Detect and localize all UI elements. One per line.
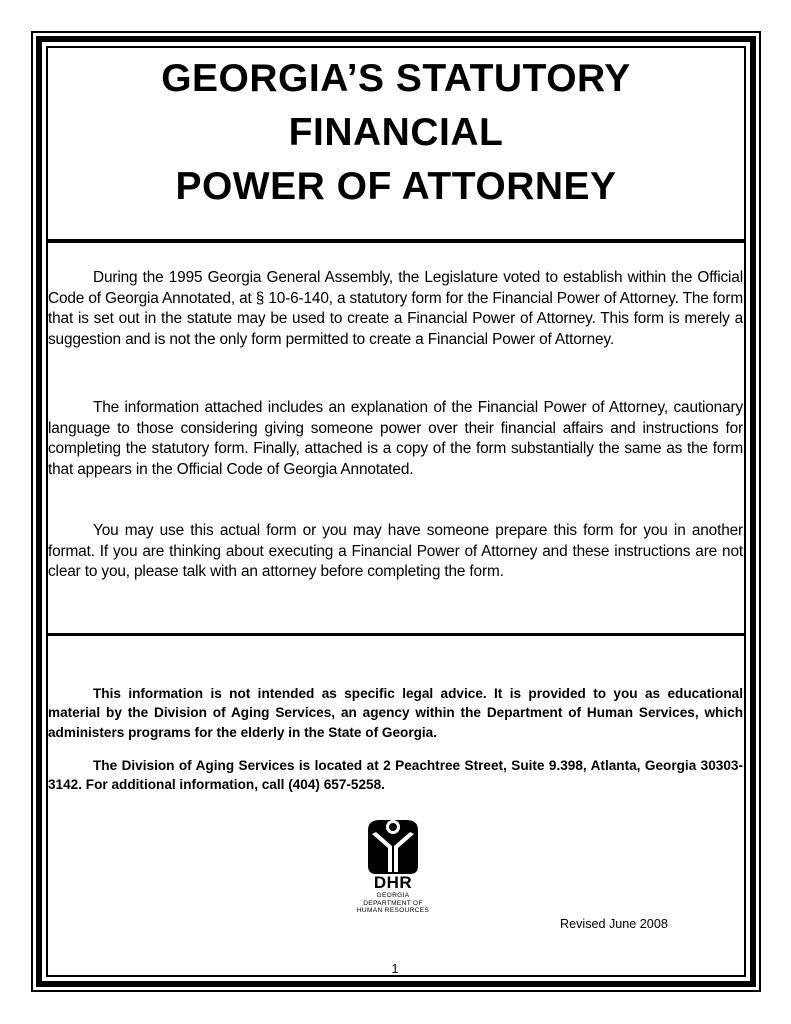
page-number: 1 <box>391 962 399 976</box>
logo-text-line-3: HUMAN RESOURCES <box>356 907 430 914</box>
intro-paragraph-1: During the 1995 Georgia General Assembly, the Legislature voted to establish within the Official Code of Georgia Annotated, at § 10-6-140, a statutory form for the Financial Power of Attorney. The form that is set out in the statute may be used to create a Financial Power of Attorney. This form is merely a suggestion and is not the only form permitted to create a Financial Power of Attorney. <box>48 269 743 348</box>
section-divider <box>47 239 745 243</box>
title-line-3: POWER OF ATTORNEY <box>175 165 617 208</box>
contact-paragraph: The Division of Aging Services is located at 2 Peachtree Street, Suite 9.398, Atlanta, Georgia 30303-3142. For additional information, call (404) 657-5258. <box>48 758 743 793</box>
intro-paragraph-2: The information attached includes an explanation of the Financial Power of Attorney, cautionary language to those considering giving someone power over their financial affairs and instructions for completing the statutory form. Finally, attached is a copy of the form substantially the same as the form that appears in the Official Code of Georgia Annotated. <box>48 399 743 478</box>
title-line-2: FINANCIAL <box>288 111 504 154</box>
logo-abbreviation: DHR <box>373 873 413 892</box>
dhr-logo <box>348 818 438 922</box>
logo-text-line-1: GEORGIA <box>376 892 410 899</box>
section-divider <box>47 633 745 636</box>
title-line-1: GEORGIA’S STATUTORY <box>161 57 631 100</box>
intro-paragraph-3: You may use this actual form or you may have someone prepare this form for you in another format. If you are thinking about executing a Financial Power of Attorney and these instructions are not clear to you, please talk with an attorney before completing the form. <box>48 522 743 581</box>
dhr-figure-icon <box>348 818 438 874</box>
disclaimer-paragraph: This information is not intended as specific legal advice. It is provided to you as educational material by the Division of Aging Services, an agency within the Department of Human Services, which administers programs for the elderly in the State of Georgia. <box>48 686 743 740</box>
logo-text-line-2: DEPARTMENT OF <box>363 899 423 907</box>
document-title <box>48 52 744 214</box>
revision-date: Revised June 2008 <box>560 917 668 931</box>
